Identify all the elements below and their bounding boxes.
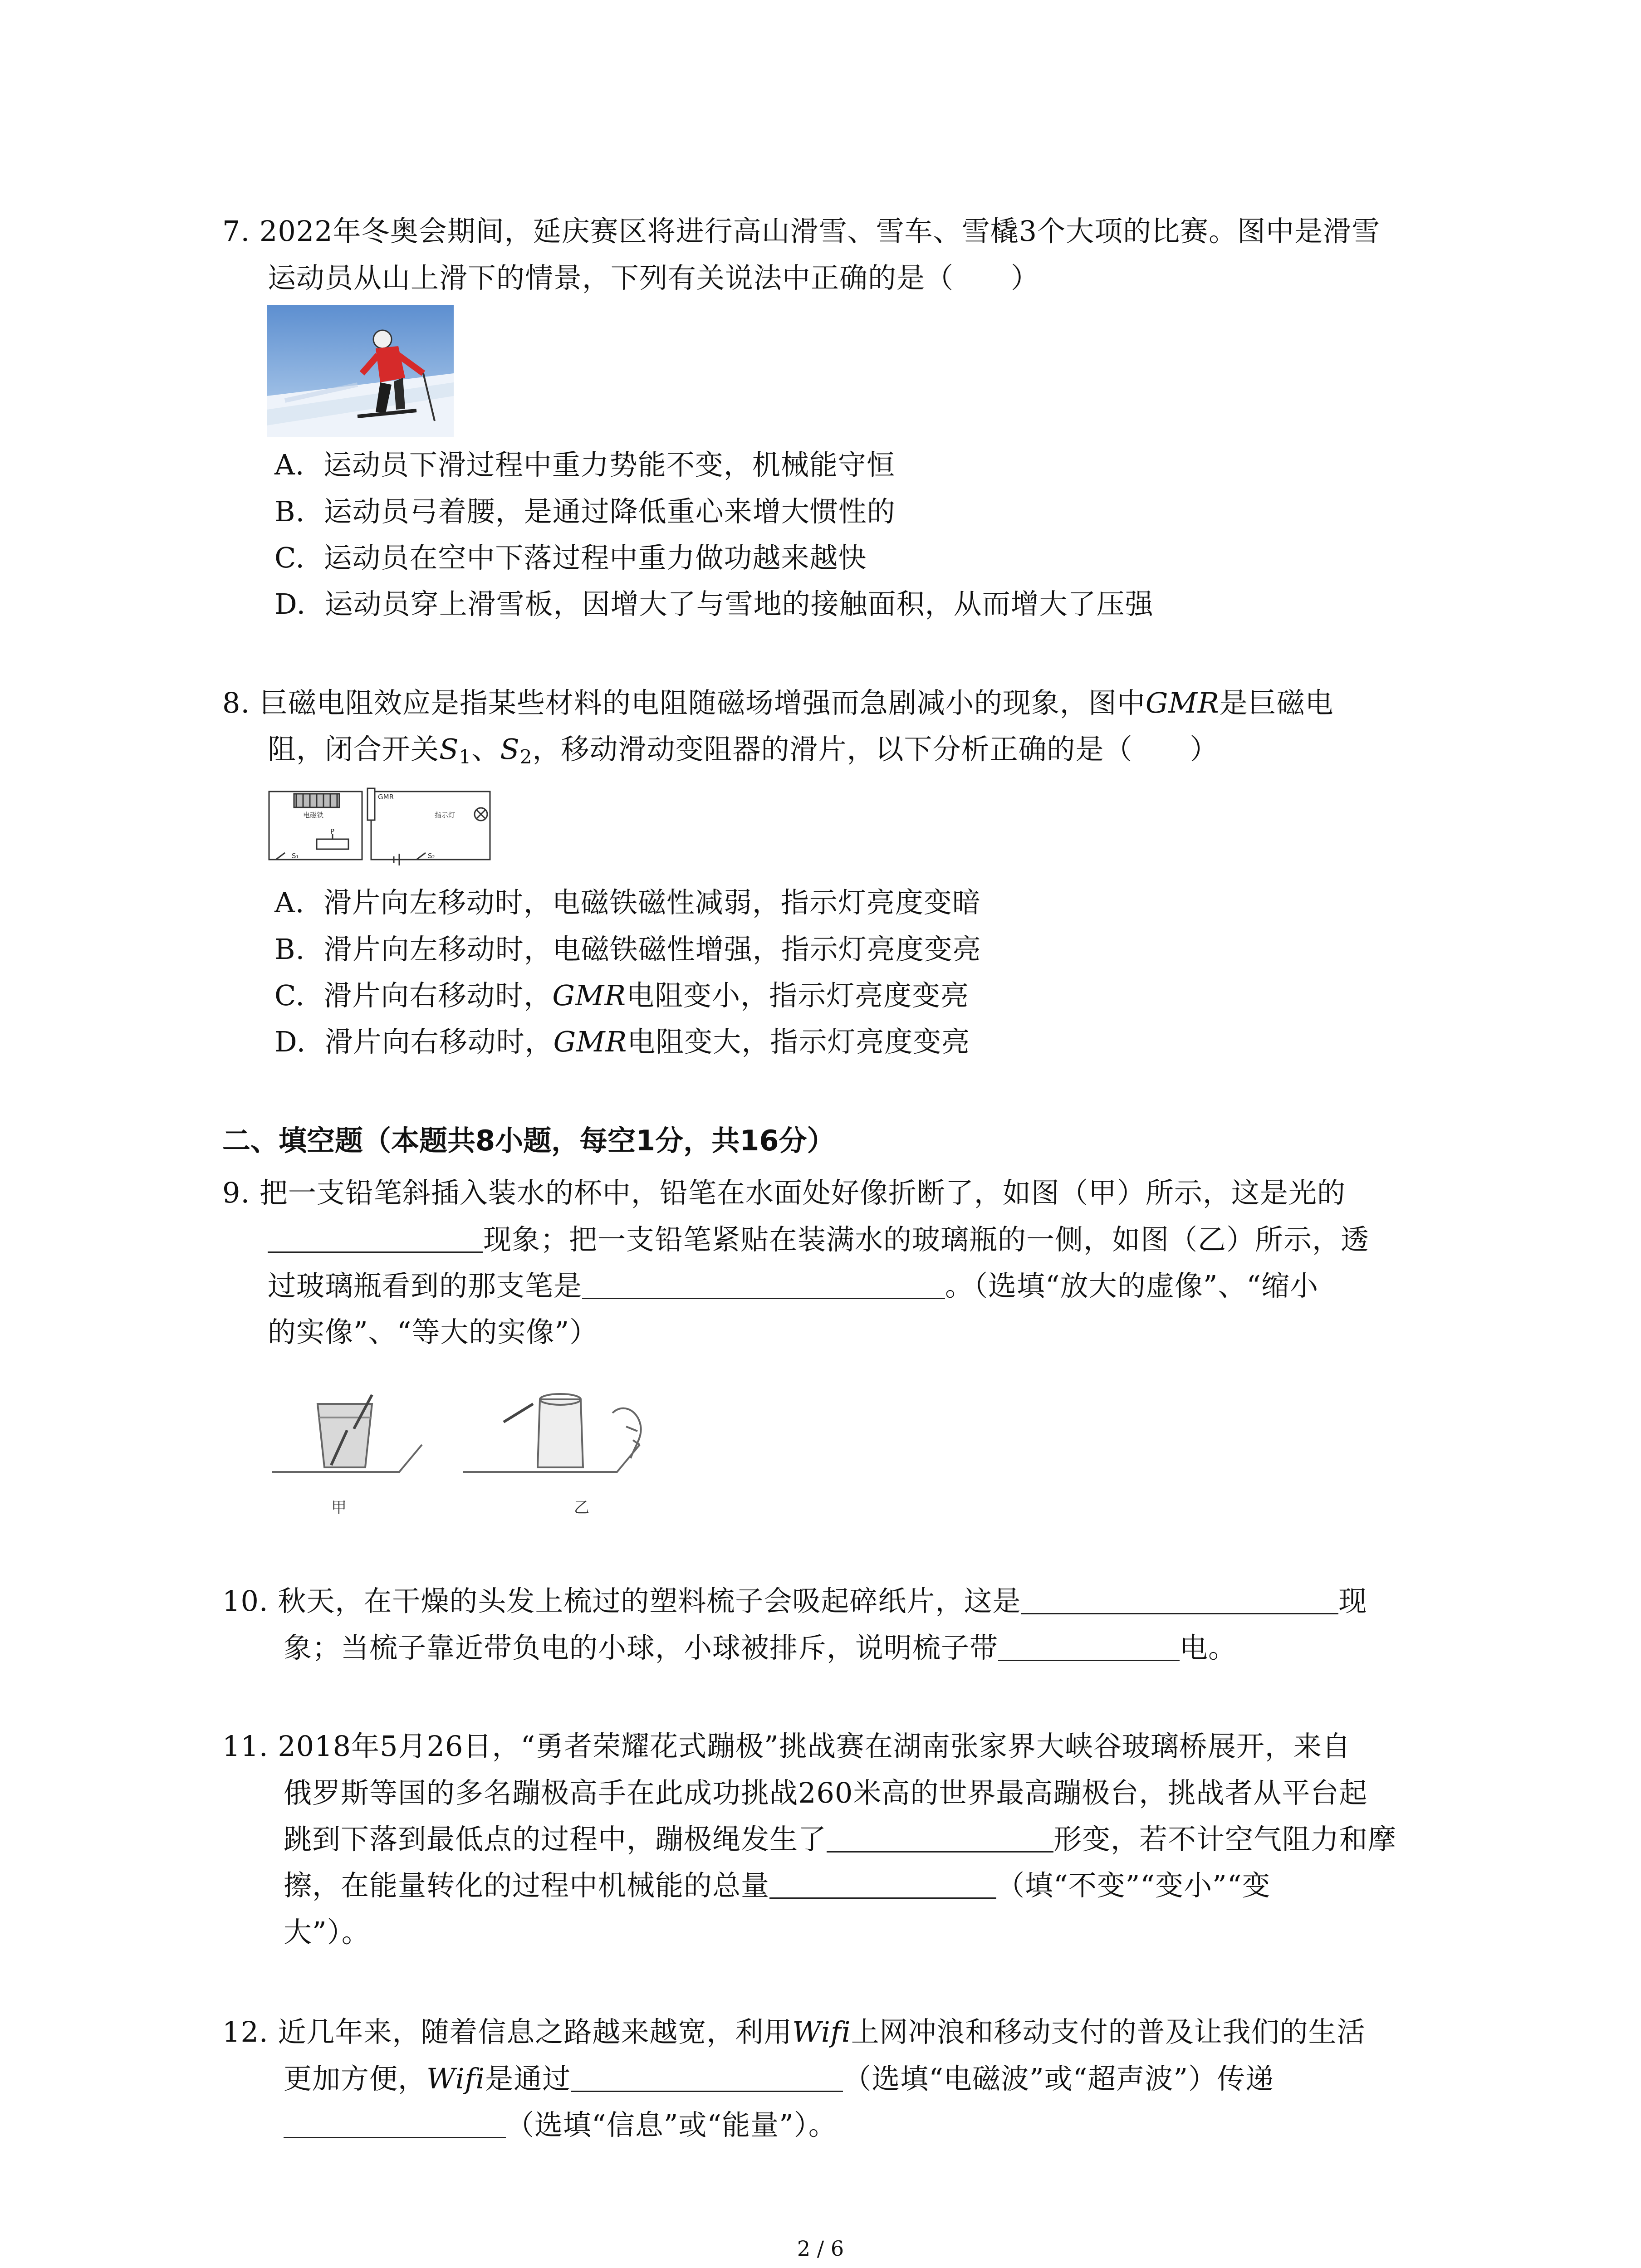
option-text: 运动员穿上滑雪板，因增大了与雪地的接触面积，从而增大了压强 [324,587,1154,621]
q12-number: 12. [222,2015,269,2048]
q8-line-1 [222,685,1334,721]
q7-stem-1: 2022年冬奥会期间，延庆赛区将进行高山滑雪、雪车、雪橇3个大项的比赛。图中是滑雪 [259,215,1381,248]
q12-line-3 [284,2107,837,2143]
q12-stem-2b: 是通过 [485,2062,571,2095]
q10-stem-1: 秋天，在干燥的头发上梳过的塑料梳子会吸起碎纸片，这是 [278,1584,1021,1618]
q11-stem-4a: 擦，在能量转化的过程中机械能的总量 [284,1869,770,1902]
q11-number: 11. [222,1730,269,1763]
q10-stem-1-end: 现 [1338,1584,1367,1618]
option-text: 滑片向左移动时，电磁铁磁性增强，指示灯亮度变亮 [323,933,981,966]
q8-number: 8. [222,686,250,719]
option-label: D. [274,587,306,621]
q11-stem-4b: （填“不变”“变小”“变 [996,1869,1271,1902]
gmr-term: GMR [1145,686,1220,719]
q9-line-2 [268,1222,1369,1258]
q11-line-3 [284,1821,1396,1857]
circuit-gmr-label: GMR [378,793,394,801]
s2-symbol: S [500,733,520,766]
answer-blank[interactable] [1021,1585,1338,1614]
q9-stem-2: 现象；把一支铅笔紧贴在装满水的玻璃瓶的一侧，如图（乙）所示，透 [483,1223,1370,1256]
q8-line-2 [268,731,1218,775]
q7-option-b [274,494,896,530]
q7-option-a [274,447,895,483]
q7-option-c [274,540,867,576]
option-text: 滑片向右移动时， [324,1025,554,1058]
option-label: D. [274,1025,306,1058]
s2-subscript: 2 [519,746,533,768]
answer-blank[interactable] [582,1270,945,1299]
q11-line-4 [284,1867,1271,1904]
separator: 、 [471,733,500,766]
q7-line-2: 运动员从山上滑下的情景，下列有关说法中正确的是（ ） [268,261,1040,294]
option-text: 电阻变小，指示灯亮度变亮 [626,979,970,1012]
answer-blank[interactable] [827,1823,1053,1853]
q10-stem-2a: 象；当梳子靠近带负电的小球，小球被排斥，说明梳子带 [284,1631,999,1664]
q8-option-d [274,1024,970,1060]
q8-stem-1b: 是巨磁电 [1219,686,1334,719]
gmr-term: GMR [552,979,627,1012]
q9-stem-3b: 。（选填“放大的虚像”、“缩小 [945,1269,1319,1302]
q11-stem-3b: 形变，若不计空气阻力和摩 [1053,1823,1397,1856]
q12-line-2 [284,2061,1274,2097]
option-label: B. [274,495,305,528]
q11-stem-1: 2018年5月26日，“勇者荣耀花式蹦极”挑战赛在湖南张家界大峡谷玻璃桥展开，来自 [278,1730,1351,1763]
q8-stem-2b: ，移动滑动变阻器的滑片，以下分析正确的是（ ） [532,733,1219,766]
q10-line-2 [284,1630,1237,1666]
figure-a-label: 甲 [331,1499,347,1517]
q8-stem-1a: 巨磁电阻效应是指某些材料的电阻随磁场增强而急剧减小的现象，图中 [259,686,1146,719]
q12-stem-2c: （选填“电磁波”或“超声波”）传递 [843,2062,1274,2095]
circuit-p-label: P [330,827,335,836]
q9-number: 9. [222,1176,250,1209]
skier-image [267,305,454,437]
circuit-magnet-label: 电磁铁 [303,811,324,819]
answer-blank[interactable] [284,2109,506,2138]
q12-stem-1b: 上网冲浪和移动支付的普及让我们的生活 [851,2015,1366,2048]
q10-line-1 [222,1583,1367,1619]
figure-a-cup [272,1395,422,1472]
circuit-s1-label: S₁ [292,852,299,860]
q12-stem-3: （选填“信息”或“能量”）。 [506,2108,837,2141]
q8-option-c [274,978,969,1014]
q11-stem-3a: 跳到下落到最低点的过程中，蹦极绳发生了 [284,1823,827,1856]
wifi-term: Wifi [792,2015,851,2048]
answer-blank[interactable] [571,2063,843,2092]
option-label: B. [274,933,305,966]
q9-line-1 [222,1175,1346,1211]
refraction-figures [268,1372,662,1522]
q7-option-d [274,586,1154,622]
option-label: C. [274,979,305,1012]
option-text: 运动员弓着腰，是通过降低重心来增大惯性的 [323,495,896,528]
option-text: 运动员在空中下落过程中重力做功越来越快 [323,541,867,574]
figure-b-bottle [463,1394,641,1472]
q10-number: 10. [222,1584,269,1618]
option-label: A. [274,886,305,919]
q8-stem-2a: 阻，闭合开关 [268,733,440,766]
q11-line-5: 大”）。 [284,1916,370,1949]
figure-b-label: 乙 [574,1499,589,1517]
option-label: C. [274,541,305,574]
q9-stem-1: 把一支铅笔斜插入装水的杯中，铅笔在水面处好像折断了，如图（甲）所示，这是光的 [259,1176,1346,1209]
q7-line-1 [222,213,1380,249]
circuit-s2-label: S₂ [428,852,435,860]
answer-blank[interactable] [769,1869,996,1899]
gmr-term: GMR [553,1025,627,1058]
q9-stem-3a: 过玻璃瓶看到的那支笔是 [268,1269,583,1302]
answer-blank[interactable] [268,1223,483,1253]
q11-line-1 [222,1728,1351,1765]
s1-symbol: S [439,733,459,766]
option-text: 电阻变大，指示灯亮度变亮 [627,1025,970,1058]
q9-line-4: 的实像”、“等大的实像”） [268,1315,598,1349]
q12-stem-1a: 近几年来，随着信息之路越来越宽，利用 [278,2015,793,2048]
q8-option-b [274,931,981,968]
s1-subscript: 1 [459,746,472,768]
q8-option-a [274,885,981,921]
answer-blank[interactable] [998,1632,1180,1661]
option-text: 运动员下滑过程中重力势能不变，机械能守恒 [323,448,895,481]
q12-stem-2a: 更加方便， [284,2062,427,2095]
q9-line-3 [268,1268,1318,1304]
section-heading: 二、填空题（本题共8小题，每空1分，共16分） [222,1124,835,1157]
q11-line-2: 俄罗斯等国的多名蹦极高手在此成功挑战260米高的世界最高蹦极台，挑战者从平台起 [284,1776,1368,1809]
q7-number: 7. [222,215,250,248]
option-text: 滑片向左移动时，电磁铁磁性减弱，指示灯亮度变暗 [323,886,981,919]
option-text: 滑片向右移动时， [323,979,553,1012]
gmr-circuit-diagram [267,785,494,866]
q10-stem-2b: 电。 [1180,1631,1237,1664]
page-number: 2 / 6 [797,2236,844,2261]
q12-line-1 [222,2014,1366,2050]
option-label: A. [274,448,305,481]
wifi-term: Wifi [426,2062,485,2095]
circuit-lamp-label: 指示灯 [435,811,456,819]
